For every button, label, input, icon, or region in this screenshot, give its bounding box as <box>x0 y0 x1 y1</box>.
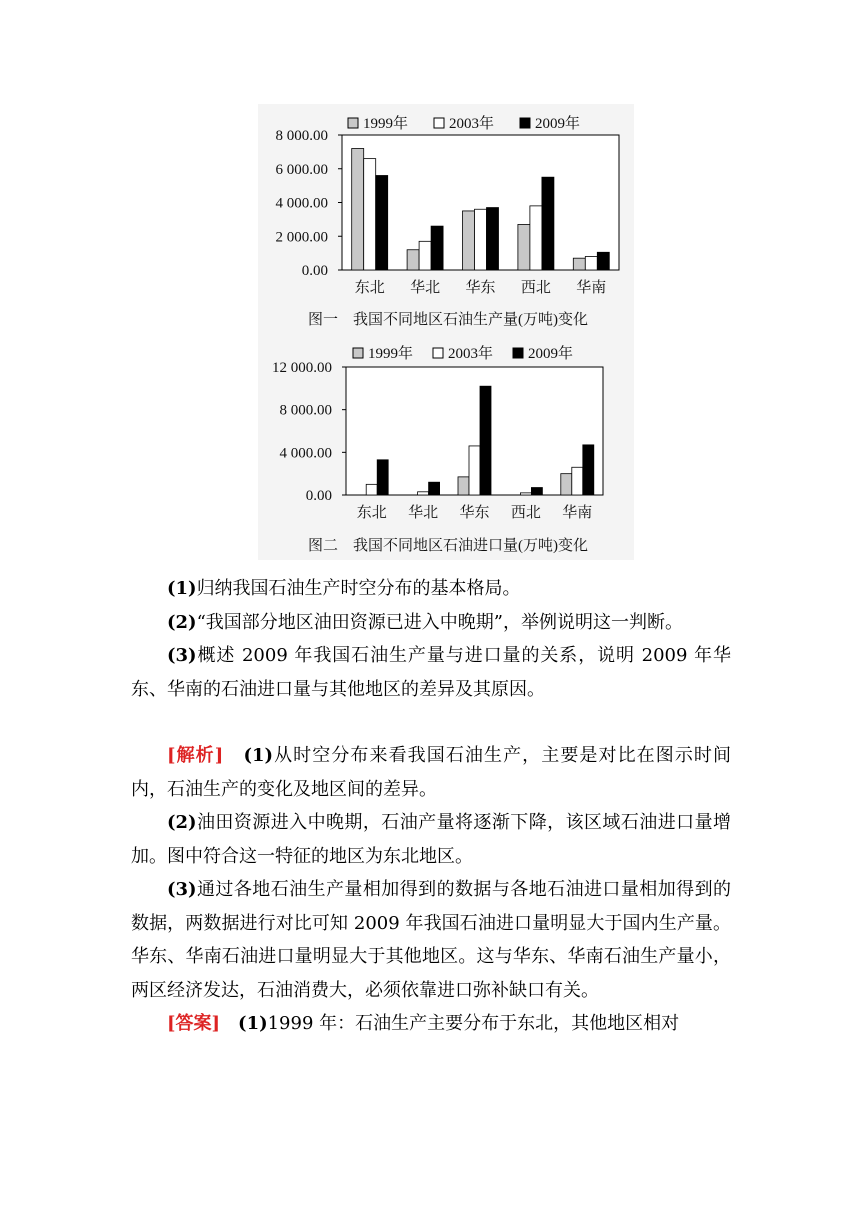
legend-label-1: 2003年 <box>448 346 494 362</box>
bar-西北-1999年 <box>518 224 530 270</box>
analysis-1-text: 从时空分布来看我国石油生产，主要是对比在图示时间内，石油生产的变化及地区间的差异。 <box>131 745 731 800</box>
bar-华北-2003年 <box>418 492 429 495</box>
legend-label-2: 2009年 <box>528 346 574 362</box>
bar-华南-2009年 <box>597 252 609 270</box>
bar-华东-1999年 <box>458 477 469 495</box>
bar-东北-2009年 <box>377 460 388 495</box>
question-1 <box>131 572 731 606</box>
bar-华南-1999年 <box>561 474 572 495</box>
bar-西北-2009年 <box>542 177 554 270</box>
bar-西北-2003年 <box>520 493 531 495</box>
legend-label-0: 1999年 <box>363 116 409 132</box>
bar-西北-2003年 <box>530 206 542 270</box>
bar-华东-1999年 <box>463 211 475 270</box>
bar-华北-1999年 <box>407 250 419 270</box>
answer-tag: [答案] <box>167 1013 221 1034</box>
bar-华东-2003年 <box>469 446 480 495</box>
bar-华南-2009年 <box>583 445 594 495</box>
analysis-2 <box>131 806 731 873</box>
x-tick-label: 华南 <box>576 280 607 296</box>
question-3-text: 概述 2009 年我国石油生产量与进口量的关系，说明 2009 年华东、华南的石油进口量与其他地区的差异及其原因。 <box>131 645 731 700</box>
legend-label-2: 2009年 <box>535 116 581 132</box>
chart-oil-production <box>258 104 634 336</box>
y-tick-label: 0.00 <box>301 263 328 279</box>
y-tick-label: 8 000.00 <box>279 402 332 419</box>
legend-label-1: 2003年 <box>449 116 495 132</box>
bar-西北-2009年 <box>531 488 542 495</box>
legend-label-0: 1999年 <box>368 346 414 362</box>
y-tick-label: 4 000.00 <box>279 445 332 462</box>
legend-swatch-1 <box>433 348 443 358</box>
chart-title: 图二 我国不同地区石油进口量(万吨)变化 <box>308 538 588 554</box>
analysis-3-text: 通过各地石油生产量相加得到的数据与各地石油进口量相加得到的数据，两数据进行对比可知 2009 年我国石油进口量明显大于国内生产量。华东、华南石油进口量明显大于其他地区。这与华东、华南石油生产量小，两区经济发达，石油消费大，必须依靠进口弥补缺口有关。 <box>131 879 731 1001</box>
bar-东北-2009年 <box>376 176 388 271</box>
legend-swatch-1 <box>434 118 444 128</box>
x-tick-label: 华南 <box>562 505 593 521</box>
x-tick-label: 西北 <box>510 505 541 521</box>
analysis-tag: [解析] <box>167 745 224 766</box>
question-2-number: (2) <box>167 611 197 633</box>
bar-华东-2003年 <box>475 209 487 270</box>
analysis-2-number: (2) <box>167 812 197 833</box>
answer-1 <box>131 1007 731 1041</box>
question-1-number: (1) <box>167 578 197 599</box>
bar-东北-1999年 <box>352 149 364 271</box>
x-tick-label: 西北 <box>520 280 551 296</box>
question-1-text: 归纳我国石油生产时空分布的基本格局。 <box>196 578 521 599</box>
legend-swatch-2 <box>520 118 530 128</box>
answer-1-text: 1999 年：石油生产主要分布于东北，其他地区相对 <box>267 1013 680 1034</box>
bar-东北-2003年 <box>364 159 376 270</box>
chart-title: 图一 我国不同地区石油生产量(万吨)变化 <box>308 312 588 328</box>
x-tick-label: 华北 <box>408 505 439 521</box>
legend-swatch-0 <box>348 118 358 128</box>
bar-华东-2009年 <box>487 208 499 270</box>
x-tick-label: 东北 <box>354 280 385 296</box>
x-tick-label: 华东 <box>465 280 496 296</box>
question-2-text: “我国部分地区油田资源已进入中晚期”，举例说明这一判断。 <box>196 611 683 633</box>
y-tick-label: 12 000.00 <box>272 360 332 376</box>
figure-block <box>258 104 634 560</box>
spacer <box>131 706 731 739</box>
document-text <box>131 572 731 1041</box>
y-tick-label: 6 000.00 <box>275 161 328 178</box>
bar-华南-2003年 <box>572 467 583 495</box>
y-tick-label: 0.00 <box>305 488 332 504</box>
bar-华北-2009年 <box>431 226 443 270</box>
analysis-1-number: (1) <box>243 745 274 766</box>
analysis-3-number: (3) <box>167 879 197 900</box>
x-tick-label: 东北 <box>356 505 387 521</box>
question-3-number: (3) <box>167 645 197 666</box>
bar-华东-2009年 <box>480 386 491 495</box>
answer-1-number: (1) <box>238 1013 268 1034</box>
question-2 <box>131 606 731 640</box>
analysis-1 <box>131 739 731 806</box>
bar-华南-2003年 <box>585 257 597 271</box>
y-tick-label: 2 000.00 <box>275 229 328 246</box>
chart-oil-import <box>258 336 634 560</box>
y-tick-label: 4 000.00 <box>275 195 328 212</box>
bar-华北-2003年 <box>419 241 431 270</box>
analysis-3 <box>131 873 731 1007</box>
question-3 <box>131 639 731 706</box>
bar-华北-2009年 <box>429 482 440 495</box>
x-tick-label: 华东 <box>459 505 490 521</box>
bar-华南-1999年 <box>573 258 585 270</box>
legend-swatch-2 <box>513 348 523 358</box>
legend-swatch-0 <box>353 348 363 358</box>
y-tick-label: 8 000.00 <box>275 128 328 144</box>
bar-东北-2003年 <box>366 484 377 495</box>
analysis-2-text: 油田资源进入中晚期，石油产量将逐渐下降，该区域石油进口量增加。图中符合这一特征的地区为东北地区。 <box>131 812 731 867</box>
x-tick-label: 华北 <box>410 280 441 296</box>
